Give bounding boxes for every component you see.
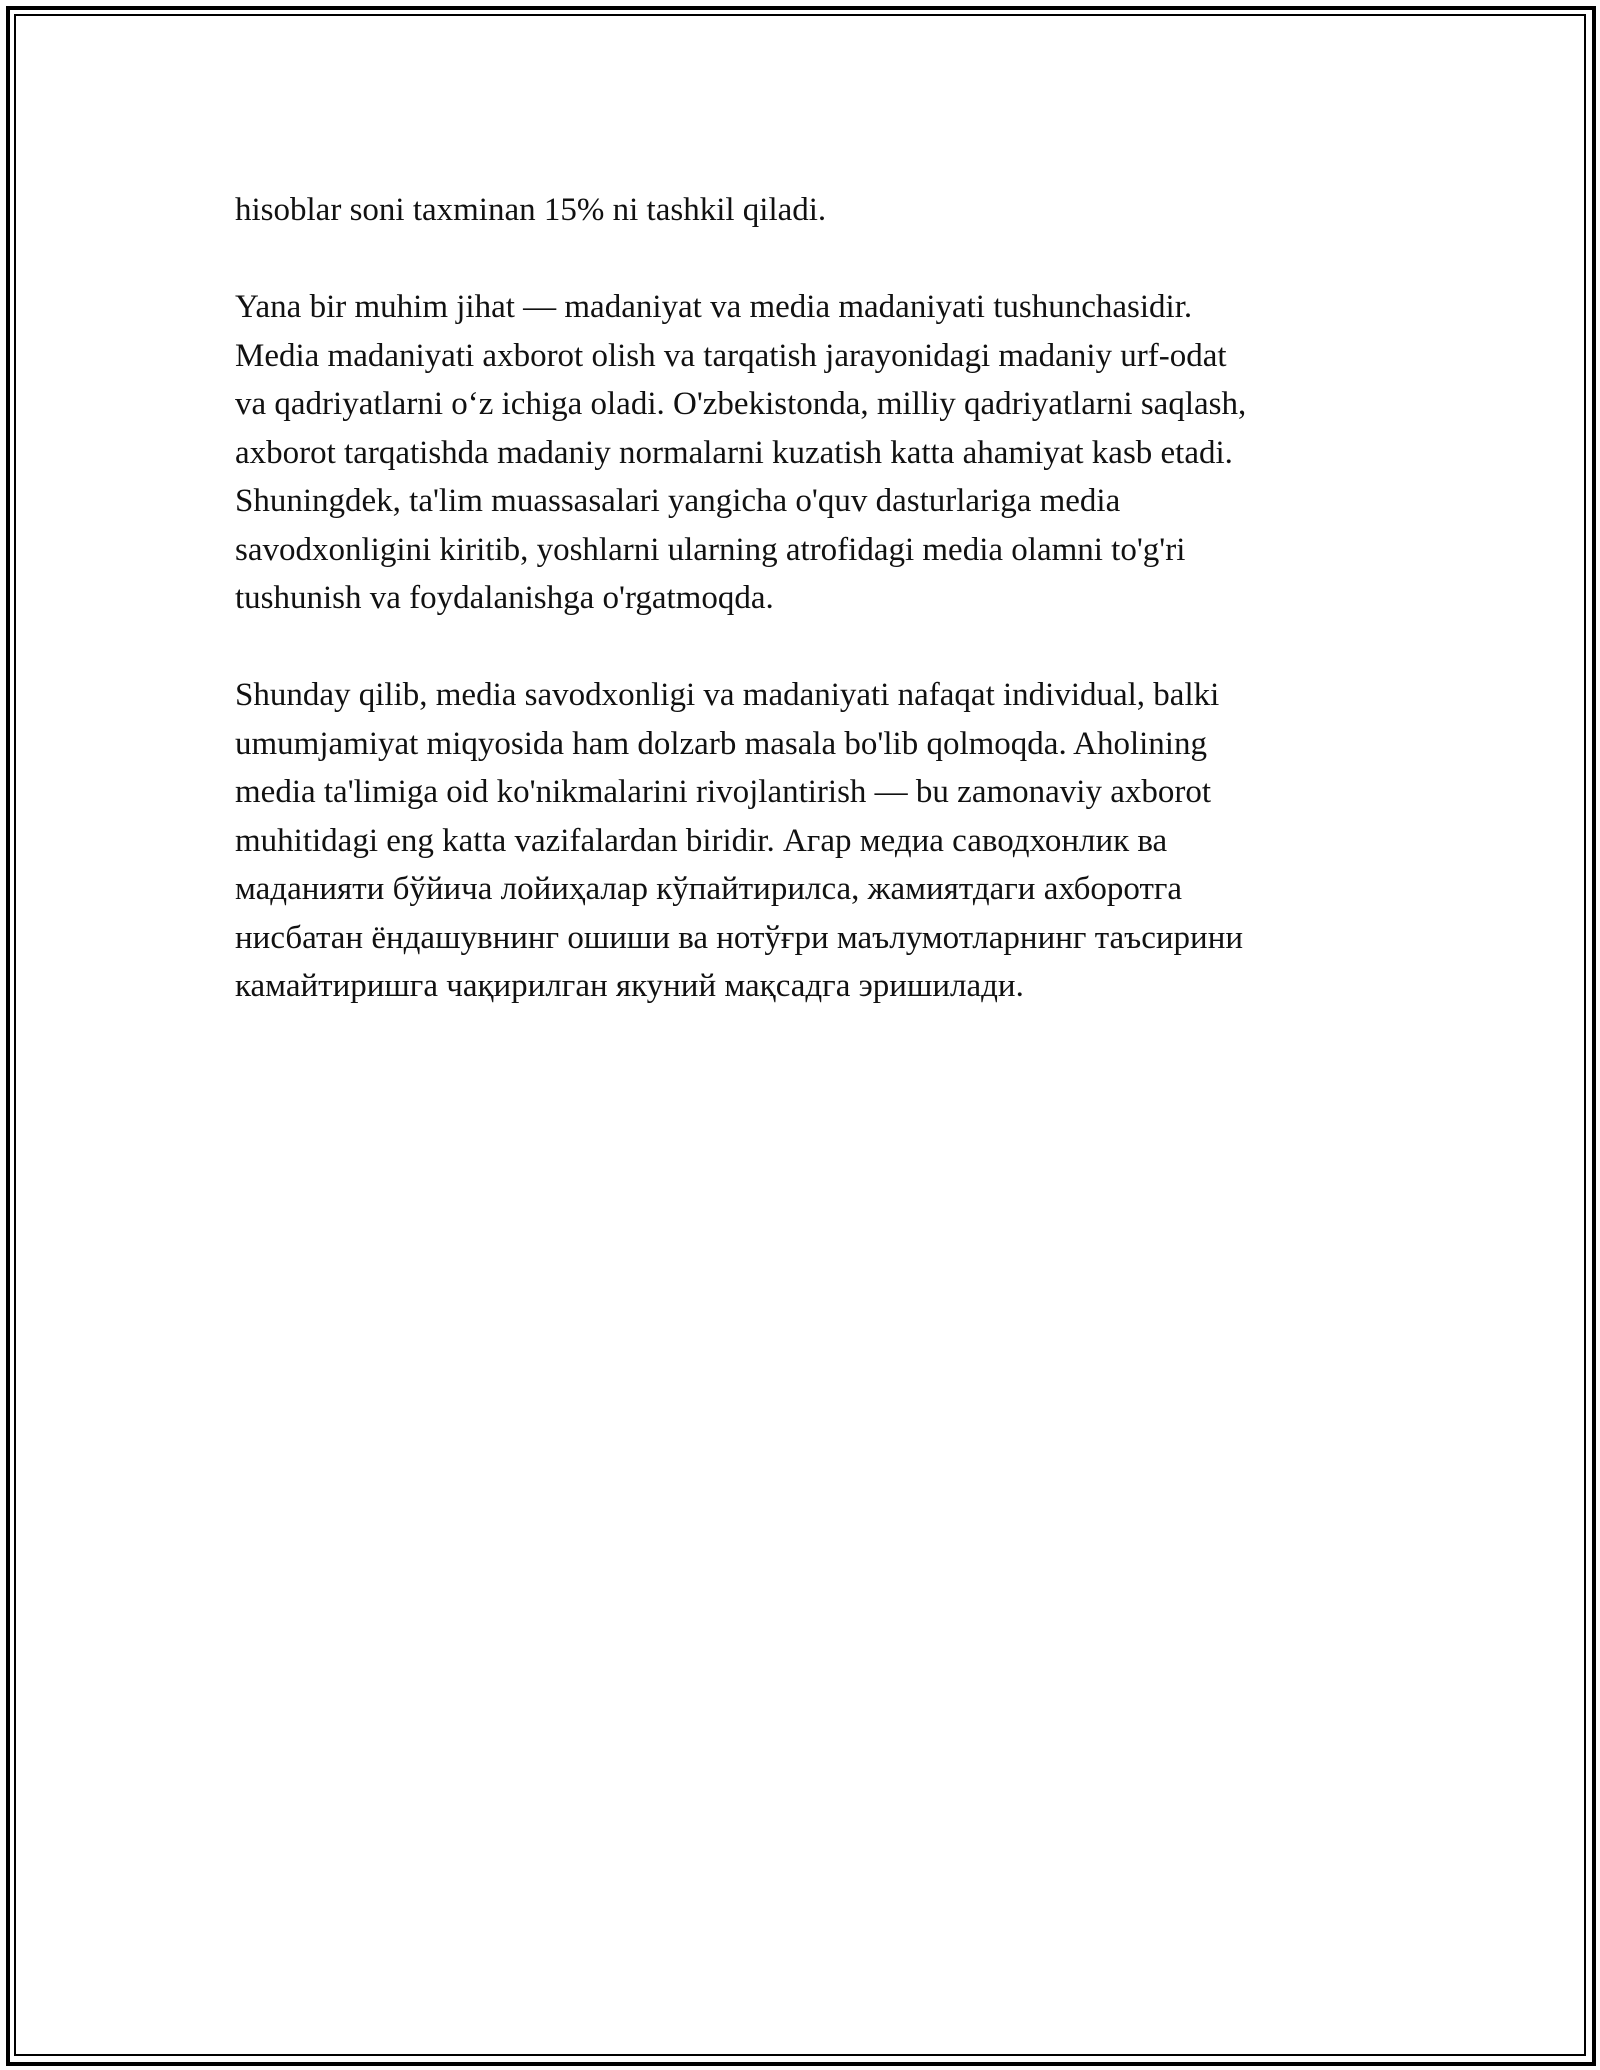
text-line: va qadriyatlarni oʻz ichiga oladi. O'zbekistonda, milliy qadriyatlarni saqlash,	[235, 386, 1247, 422]
paragraph-1	[235, 186, 1365, 235]
text-line: нисбатан ёндашувнинг ошиши ва нотўғри маълумотларнинг таъсирини	[235, 919, 1244, 956]
text-line: savodxonligini kiritib, yoshlarni ularning atrofidagi media olamni to'g'ri	[235, 531, 1186, 568]
text-line: Media madaniyati axborot olish va tarqatish jarayonidagi madaniy urf-odat	[235, 337, 1227, 374]
paragraph-3	[235, 671, 1365, 1011]
text-line: Shuningdek, ta'lim muassasalari yangicha o'quv dasturlariga media	[235, 483, 1121, 519]
paragraph-2	[235, 283, 1365, 623]
text-line: hisoblar soni taxminan 15% ni tashkil qiladi.	[235, 192, 827, 228]
text-line: muhitidagi eng katta vazifalardan biridir. Агар медиа саводхонлик ва	[235, 822, 1168, 859]
text-line: маданияти бўйича лойиҳалар кўпайтирилса, жамиятдаги ахборотга	[235, 871, 1183, 907]
document-body	[235, 186, 1365, 1011]
text-line: Shunday qilib, media savodxonligi va madaniyati nafaqat individual, balki	[235, 677, 1220, 713]
text-line: umumjamiyat miqyosida ham dolzarb masala bo'lib qolmoqda. Aholining	[235, 725, 1207, 762]
text-line: media ta'limiga oid ko'nikmalarini rivojlantirish — bu zamonaviy axborot	[235, 774, 1212, 810]
text-line: axborot tarqatishda madaniy normalarni kuzatish katta ahamiyat kasb etadi.	[235, 434, 1233, 471]
text-line: Yana bir muhim jihat — madaniyat va media madaniyati tushunchasidir.	[235, 289, 1193, 325]
text-line: камайтиришга чақирилган якуний мақсадга эришилади.	[235, 968, 1024, 1004]
text-line: tushunish va foydalanishga o'rgatmoqda.	[235, 580, 774, 616]
